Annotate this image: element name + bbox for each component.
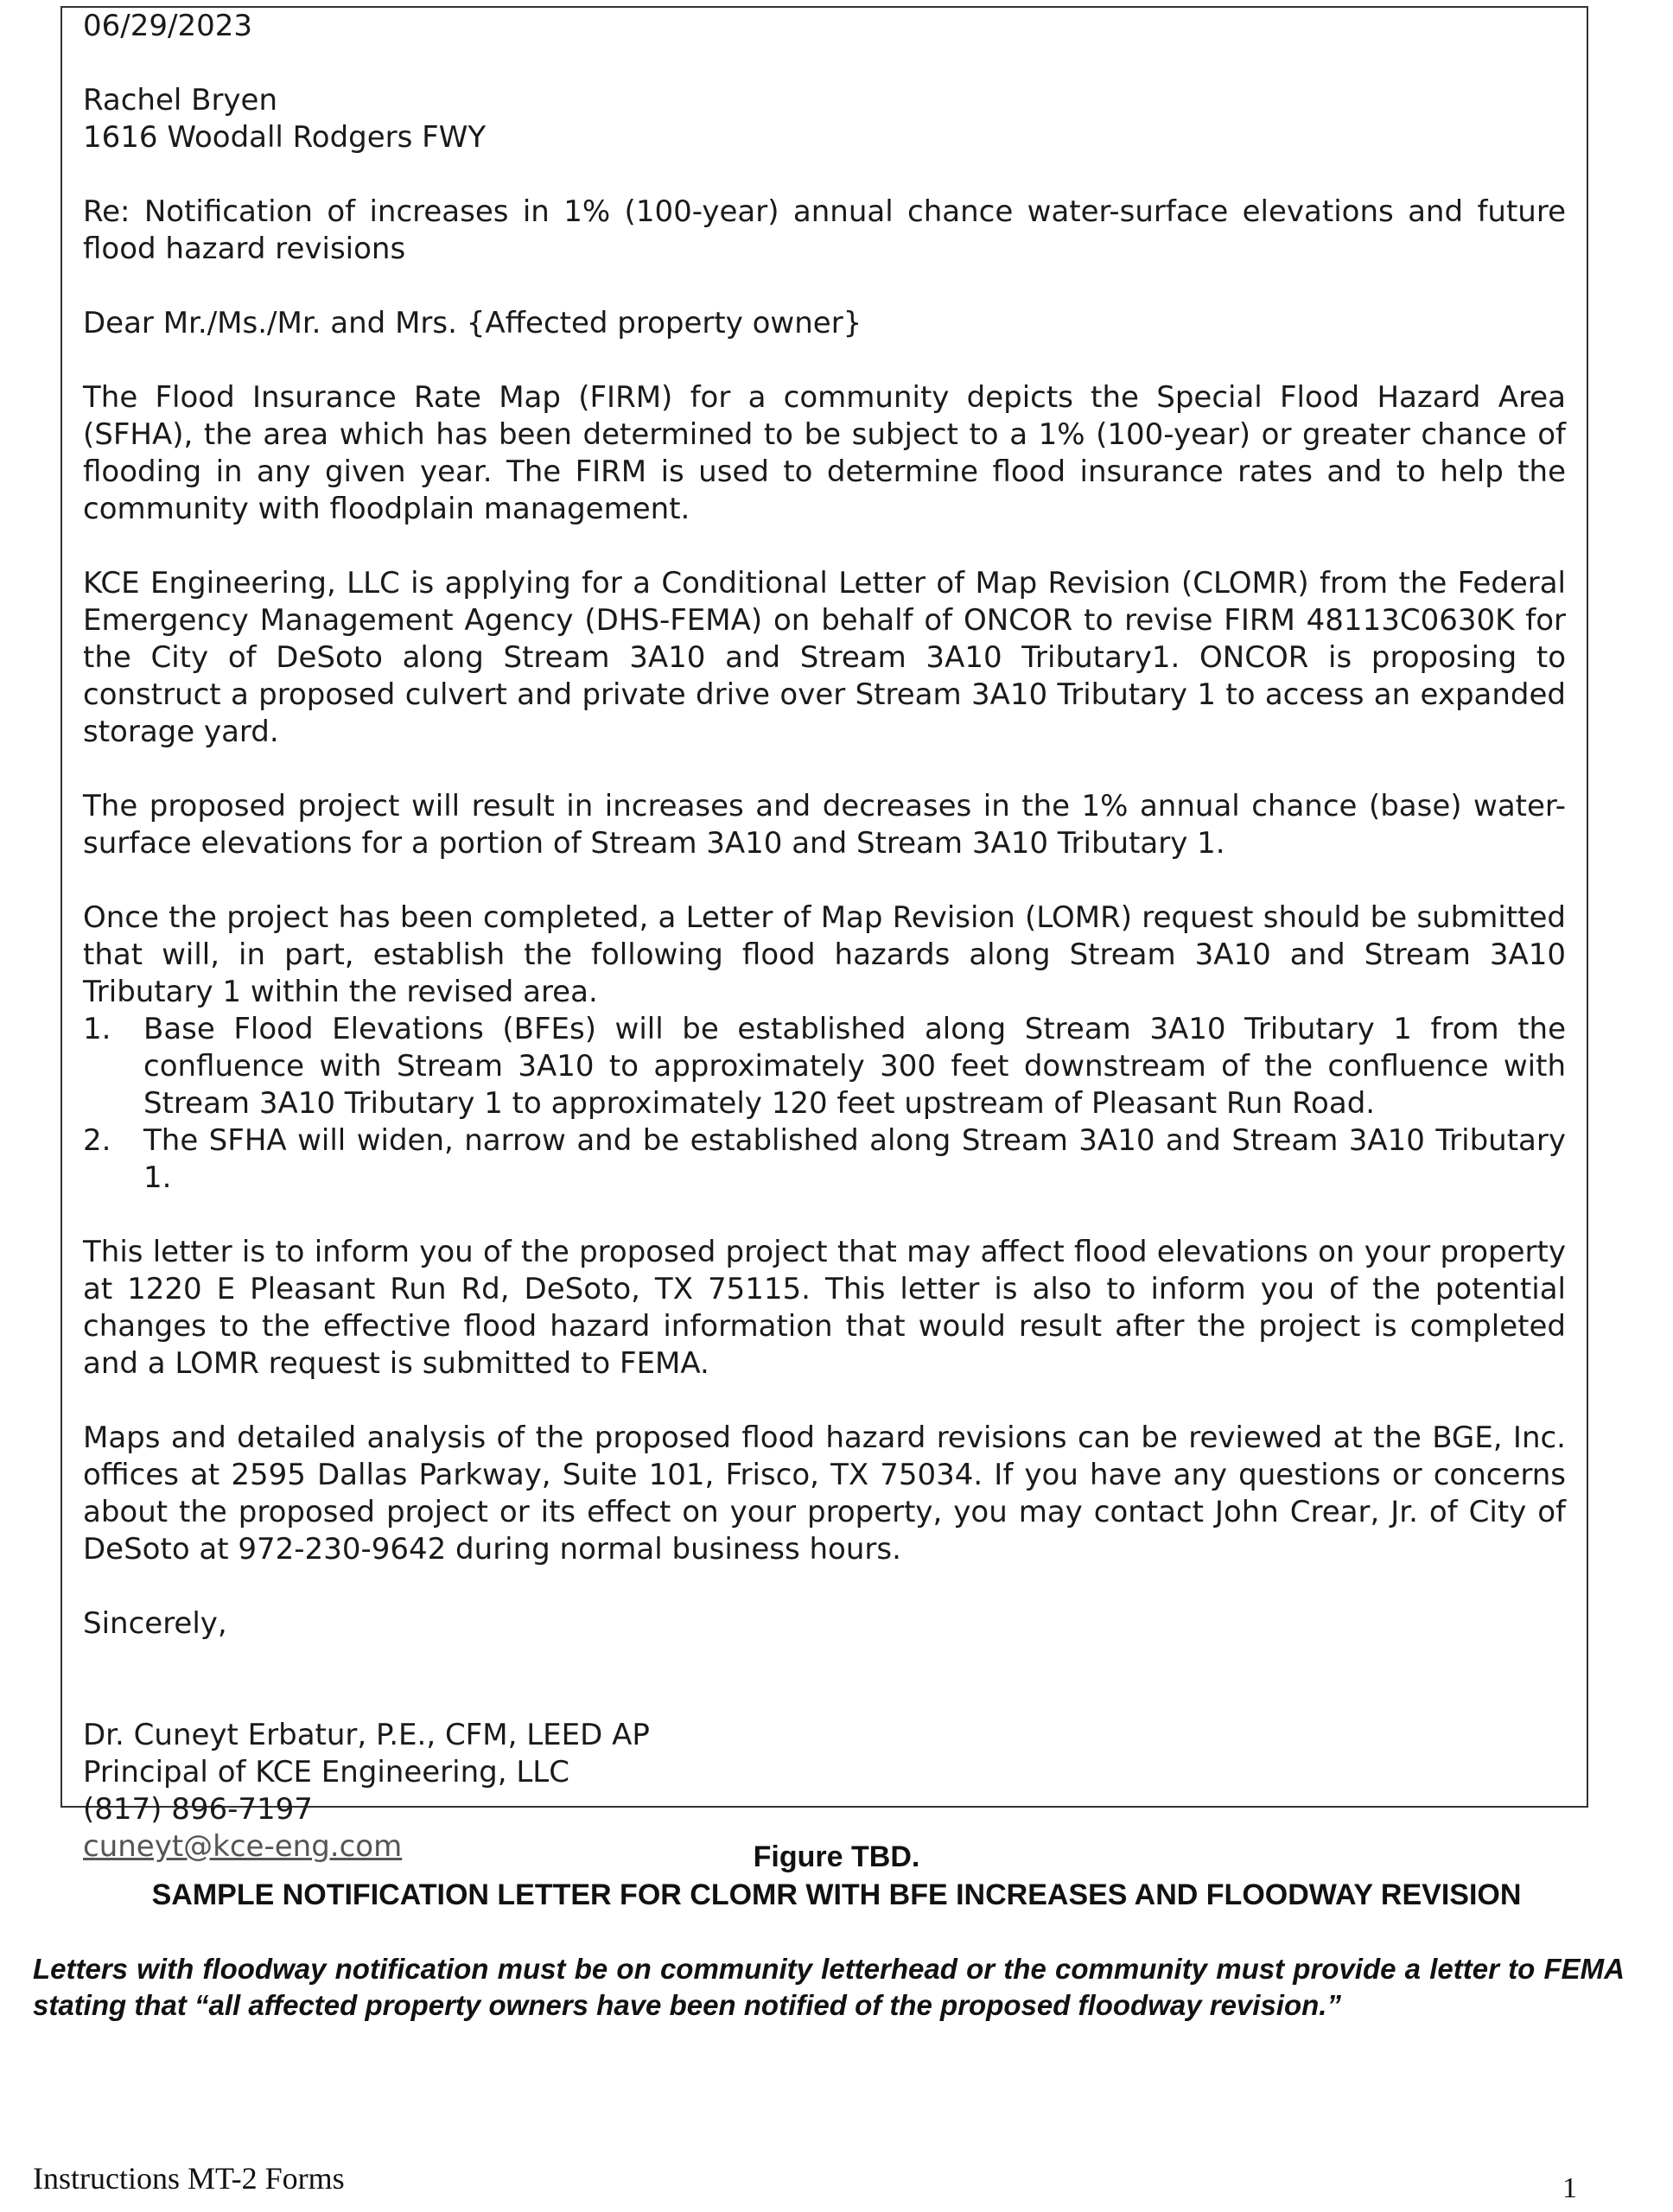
paragraph-clomr: KCE Engineering, LLC is applying for a Conditional Letter of Map Revision (CLOMR) from the Federal Emergency Management Agency (DHS-FEMA) on behalf of ONCOR to revise FIRM 48113C0630K for the City of DeSoto along Stream 3A10 and Stream 3A10 Tributary1. ONCOR is proposing to construct a proposed culvert and private drive over Stream 3A10 Tributary 1 to access an expanded storage yard. xyxy=(83,566,1566,749)
list-item xyxy=(83,1122,1566,1197)
signer-phone: (817) 896-7197 xyxy=(83,1792,313,1827)
signer-name: Dr. Cuneyt Erbatur, P.E., CFM, LEED AP xyxy=(83,1718,650,1752)
list-item-number: 1. xyxy=(83,1012,111,1046)
list-item-text: Base Flood Elevations (BFEs) will be established along Stream 3A10 Tributary 1 from the confluence with Stream 3A10 to approximately 300 feet downstream of the confluence with Stream 3A10 Tributary 1 to approximately 120 feet upstream of Pleasant Run Road. xyxy=(143,1012,1566,1121)
paragraph-contact: Maps and detailed analysis of the proposed flood hazard revisions can be reviewed at the BGE, Inc. offices at 2595 Dallas Parkway, Suite 101, Frisco, TX 75034. If you have any questions or concerns about the proposed project or its effect on your property, you may contact John Crear, Jr. of City of DeSoto at 972-230-9642 during normal business hours. xyxy=(83,1421,1566,1567)
list-item-text: The SFHA will widen, narrow and be established along Stream 3A10 and Stream 3A10 Tributary 1. xyxy=(143,1123,1566,1195)
paragraph-inform: This letter is to inform you of the proposed project that may affect flood elevations on your property at 1220 E Pleasant Run Rd, DeSoto, TX 75115. This letter is also to inform you of the potential changes to the effective flood hazard information that would result after the project is completed and a LOMR request is submitted to FEMA. xyxy=(83,1235,1566,1381)
letter-salutation: Dear Mr./Ms./Mr. and Mrs. {Affected property owner} xyxy=(83,306,862,340)
paragraph-project-result: The proposed project will result in increases and decreases in the 1% annual chance (base) water-surface elevations for a portion of Stream 3A10 and Stream 3A10 Tributary 1. xyxy=(83,789,1566,861)
figure-title: SAMPLE NOTIFICATION LETTER FOR CLOMR WITH BFE INCREASES AND FLOODWAY REVISION xyxy=(151,1878,1522,1911)
signer-title: Principal of KCE Engineering, LLC xyxy=(83,1755,569,1789)
recipient-name: Rachel Bryen xyxy=(83,83,278,118)
letter-date: 06/29/2023 xyxy=(83,9,252,43)
list-item-number: 2. xyxy=(83,1123,111,1158)
paragraph-firm: The Flood Insurance Rate Map (FIRM) for a community depicts the Special Flood Hazard Area (SFHA), the area which has been determined to be subject to a 1% (100-year) or greater chance of flooding in any given year. The FIRM is used to determine flood insurance rates and to help the community with floodplain management. xyxy=(83,380,1566,526)
letter-subject: Re: Notification of increases in 1% (100-year) annual chance water-surface elevations and future flood hazard revisions xyxy=(83,194,1566,266)
recipient-address: 1616 Woodall Rodgers FWY xyxy=(83,120,487,155)
flood-hazard-list xyxy=(83,1011,1566,1197)
paragraph-lomr: Once the project has been completed, a Letter of Map Revision (LOMR) request should be submitted that will, in part, establish the following flood hazards along Stream 3A10 and Stream 3A10 Tributary 1 within the revised area. xyxy=(83,900,1566,1009)
footer-document-title: Instructions MT-2 Forms xyxy=(33,2161,345,2196)
signer-email-link[interactable]: cuneyt@kce-eng.com xyxy=(83,1829,403,1864)
list-item xyxy=(83,1011,1566,1122)
letter-closing: Sincerely, xyxy=(83,1606,227,1641)
floodway-note: Letters with floodway notification must be on community letterhead or the community must provide a letter to FEMA stating that “all affected property owners have been notified of the proposed floodway revision.” xyxy=(33,1953,1625,2021)
page-number: 1 xyxy=(1562,2172,1577,2204)
figure-label: Figure TBD. xyxy=(753,1840,920,1873)
